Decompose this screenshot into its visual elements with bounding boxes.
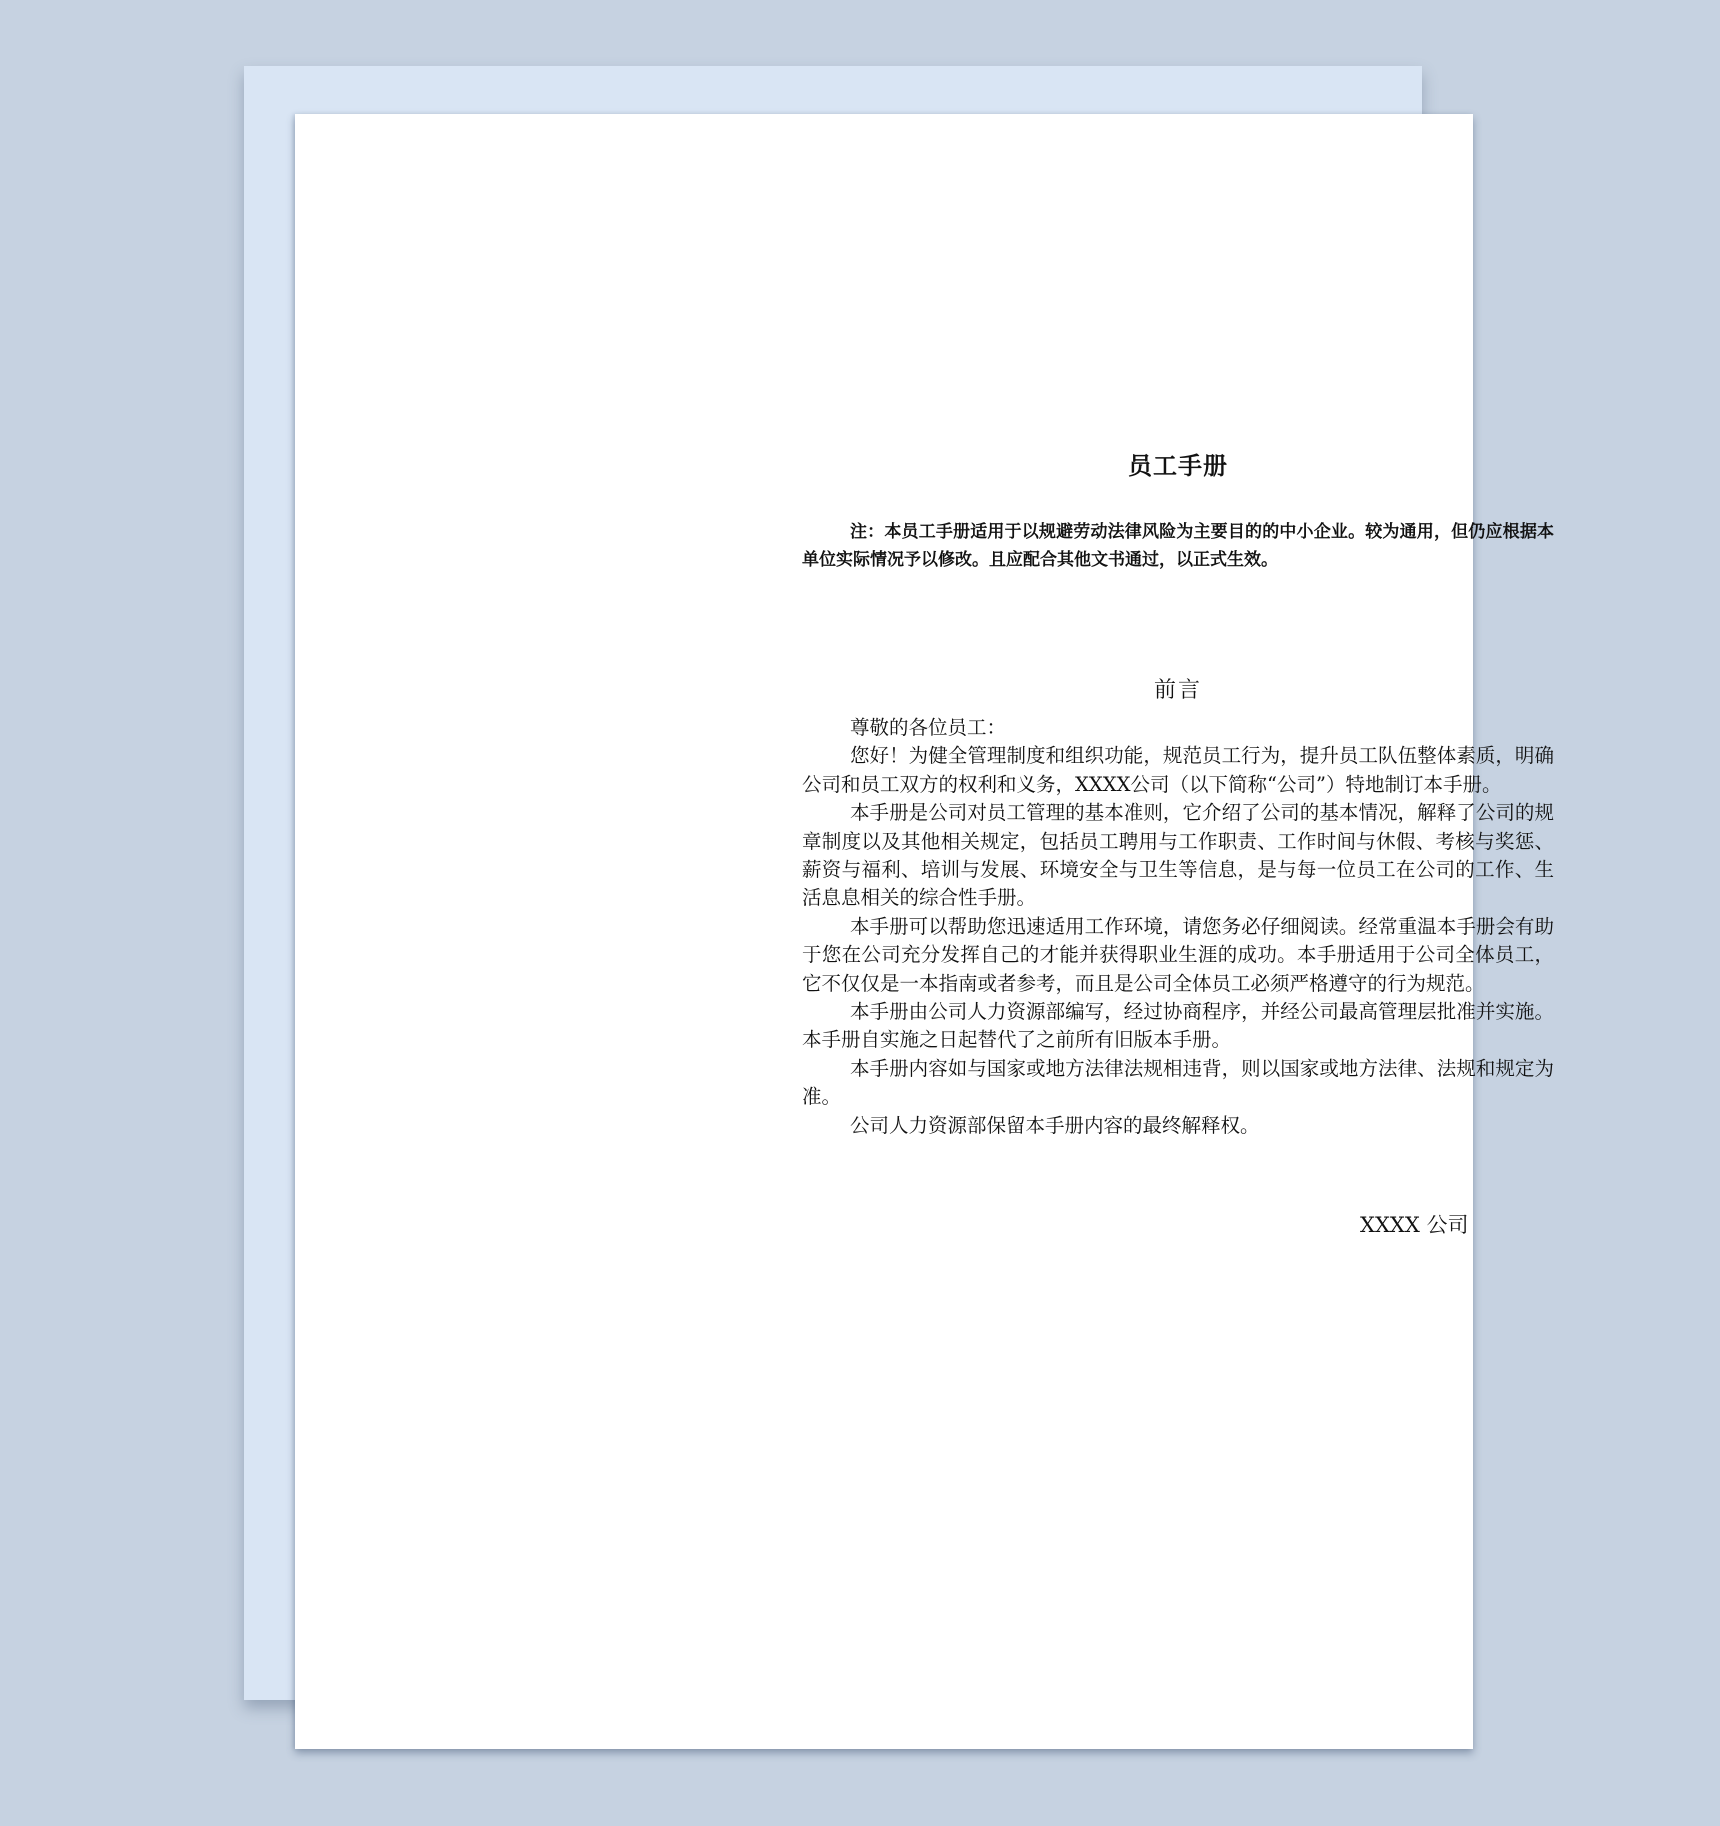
preface-paragraph: 本手册可以帮助您迅速适用工作环境，请您务必仔细阅读。经常重温本手册会有助于您在公司充分发挥自己的才能并获得职业生涯的成功。本手册适用于公司全体员工，它不仅仅是一本指南或者参考，而且是公司全体员工必须严格遵守的行为规范。 (802, 914, 1554, 995)
greeting-paragraph: 尊敬的各位员工： (850, 716, 1007, 739)
preface-paragraph: 本手册内容如与国家或地方法律法规相违背，则以国家或地方法律、法规和规定为准。 (802, 1056, 1554, 1109)
preface-paragraph: 本手册由公司人力资源部编写，经过协商程序，并经公司最高管理层批准并实施。本手册自实施之日起替代了之前所有旧版本手册。 (802, 1000, 1554, 1052)
company-signature: XXXX 公司 (1360, 1213, 1469, 1237)
preface-paragraph: 公司人力资源部保留本手册内容的最终解释权。 (850, 1113, 1260, 1137)
document-title: 员工手册 (1128, 452, 1228, 480)
usage-note: 注：本员工手册适用于以规避劳动法律风险为主要目的的中小企业。较为通用，但仍应根据本单位实际情况予以修改。且应配合其他文书通过，以正式生效。 (802, 522, 1554, 570)
preface-paragraph: 您好！为健全管理制度和组织功能，规范员工行为，提升员工队伍整体素质，明确公司和员工双方的权利和义务，XXXX公司（以下简称“公司”）特地制订本手册。 (802, 744, 1554, 796)
preface-body (802, 714, 1554, 1140)
preface-heading: 前言 (1153, 678, 1202, 703)
preface-paragraph: 本手册是公司对员工管理的基本准则，它介绍了公司的基本情况，解释了公司的规章制度以及其他相关规定，包括员工聘用与工作职责、工作时间与休假、考核与奖惩、薪资与福利、培训与发展、环境安全与卫生等信息，是与每一位员工在公司的工作、生活息息相关的综合性手册。 (802, 801, 1554, 910)
document-page (295, 114, 1554, 1749)
